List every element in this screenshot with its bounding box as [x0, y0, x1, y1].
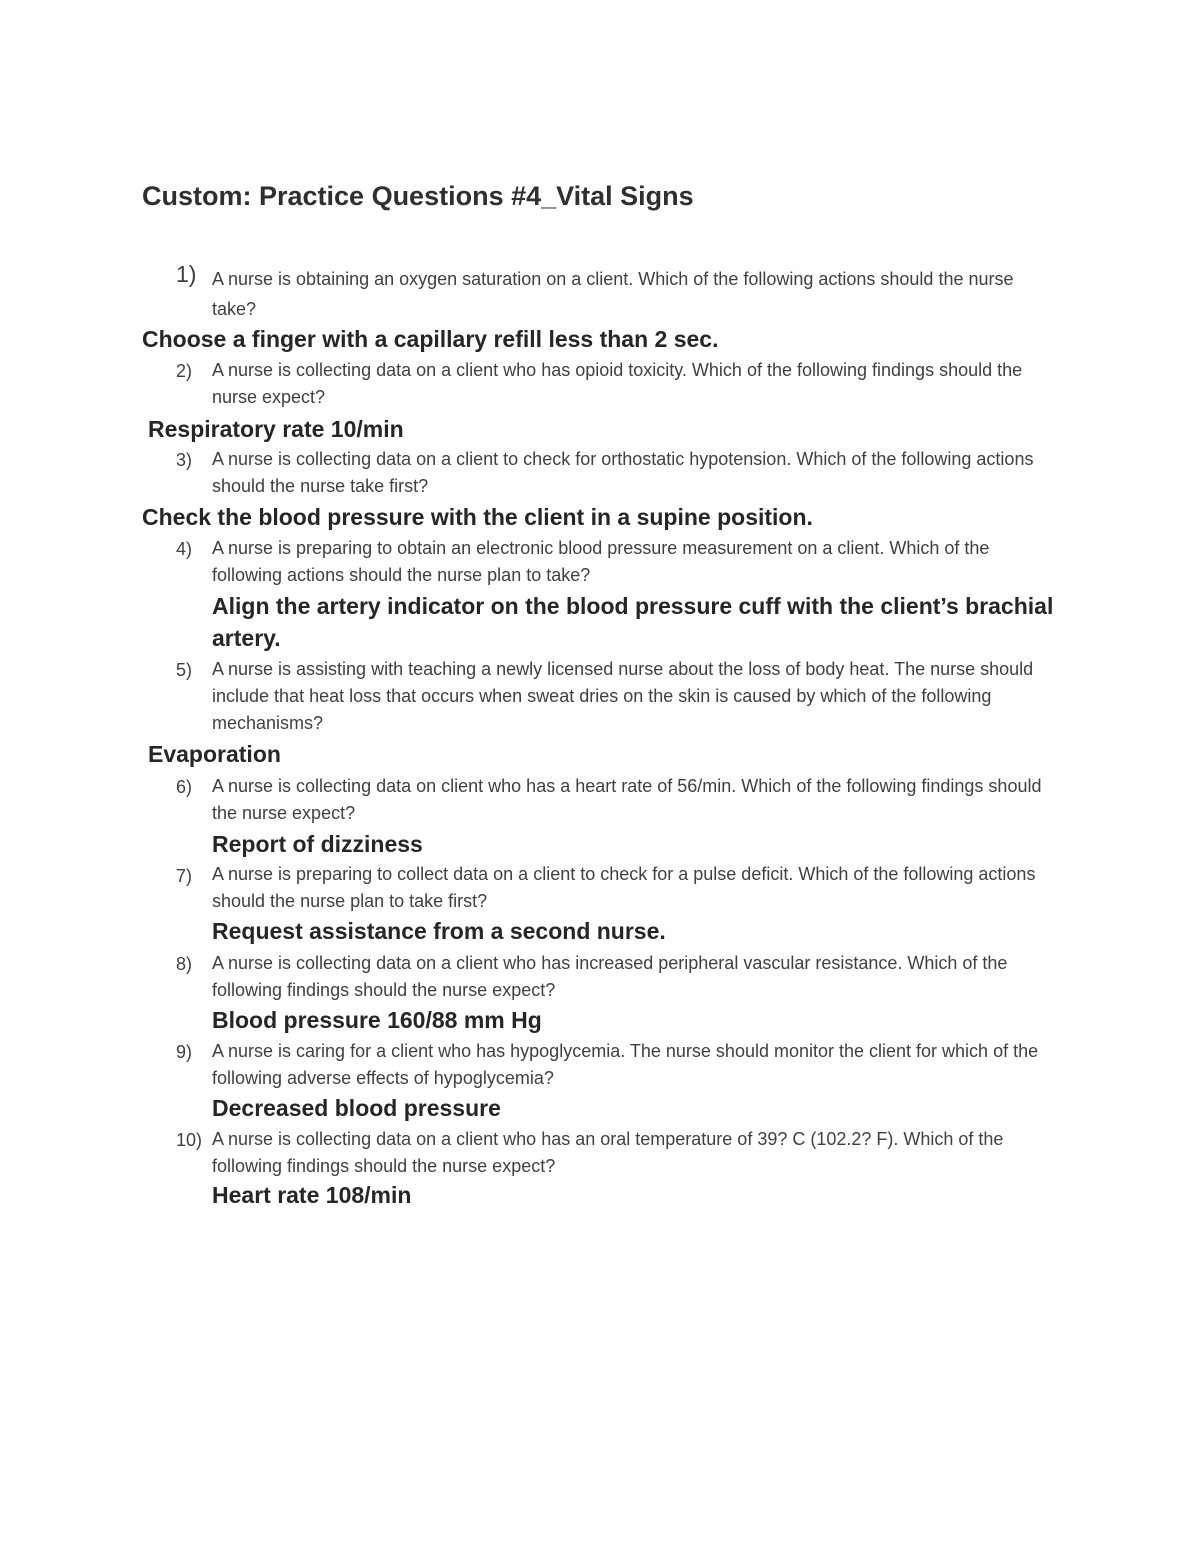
answer-text: Decreased blood pressure [212, 1095, 501, 1121]
question-text: A nurse is collecting data on a client to check for orthostatic hypotension. Which of the following actions should the nurse take first? [212, 449, 1034, 496]
question-text: A nurse is assisting with teaching a newly licensed nurse about the loss of body heat. The nurse should include that heat loss that occurs when sweat dries on the skin is caused by which of the following mechanisms? [212, 659, 1034, 733]
page-title: Custom: Practice Questions #4_Vital Signs [142, 181, 694, 211]
answer-text: Choose a finger with a capillary refill less than 2 sec. [142, 326, 719, 352]
question-number: 7) [176, 866, 193, 886]
question-number: 10) [176, 1130, 203, 1150]
answer-text: Heart rate 108/min [212, 1182, 412, 1208]
answer-text: Report of dizziness [212, 831, 423, 857]
question-number: 1) [176, 261, 197, 287]
question-number: 6) [176, 777, 193, 797]
question-text: A nurse is obtaining an oxygen saturation on a client. Which of the following actions should the nurse take? [212, 269, 1014, 319]
question-text: A nurse is collecting data on a client who has increased peripheral vascular resistance. Which of the following findings should the nurse expect? [212, 953, 1008, 1000]
question-number: 9) [176, 1042, 193, 1062]
question-number: 4) [176, 539, 193, 559]
question-text: A nurse is collecting data on client who has a heart rate of 56/min. Which of the following findings should the nurse expect? [212, 776, 1042, 823]
question-number: 3) [176, 450, 193, 470]
answer-text: Align the artery indicator on the blood pressure cuff with the client’s brachial artery. [212, 593, 1054, 651]
question-number: 8) [176, 954, 193, 974]
question-text: A nurse is collecting data on a client who has opioid toxicity. Which of the following findings should the nurse expect? [212, 360, 1023, 407]
question-text: A nurse is preparing to obtain an electronic blood pressure measurement on a client. Which of the following actions should the nurse plan to take? [212, 538, 990, 585]
question-text: A nurse is caring for a client who has hypoglycemia. The nurse should monitor the client for which of the following adverse effects of hypoglycemia? [212, 1041, 1039, 1088]
question-text: A nurse is collecting data on a client who has an oral temperature of 39? C (102.2? F). Which of the following findings should the nurse expect? [212, 1129, 1004, 1176]
question-number: 5) [176, 660, 193, 680]
answer-text: Respiratory rate 10/min [148, 416, 404, 442]
answer-text: Request assistance from a second nurse. [212, 918, 666, 944]
answer-text: Check the blood pressure with the client in a supine position. [142, 504, 813, 530]
answer-text: Evaporation [148, 741, 281, 767]
question-text: A nurse is preparing to collect data on a client to check for a pulse deficit. Which of the following actions should the nurse plan to take first? [212, 864, 1036, 911]
question-number: 2) [176, 361, 193, 381]
answer-text: Blood pressure 160/88 mm Hg [212, 1007, 542, 1033]
